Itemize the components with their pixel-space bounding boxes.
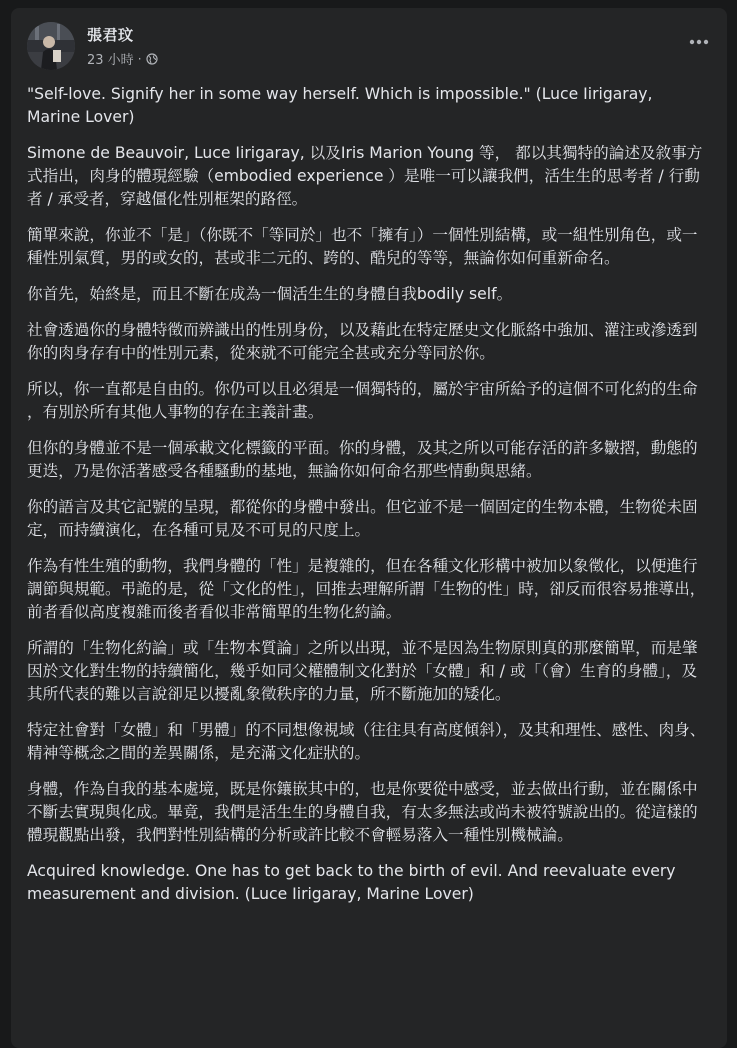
post-paragraph: 但你的身體並不是一個承載文化標籤的平面。你的身體，及其之所以可能存活的許多皺摺，動態的更迭，乃是你活著感受各種騷動的基地，無論你如何命名那些情動與思緒。 bbox=[27, 439, 698, 480]
post-paragraph: Acquired knowledge. One has to get back to the birth of evil. And reevaluate every measurement and division. (Luce Iirigaray, Marine Lover) bbox=[27, 862, 676, 903]
post-paragraph: 你的語言及其它記號的呈現，都從你的身體中發出。但它並不是一個固定的生物本體，生物從未固定，而持續演化，在各種可見及不可見的尺度上。 bbox=[27, 498, 698, 539]
post-paragraph: 身體，作為自我的基本處境，既是你鑲嵌其中的，也是你要從中感受，並去做出行動，並在關係中不斷去實現與化成。畢竟，我們是活生生的身體自我，有太多無法或尚未被符號說出的。從這樣的體現觀點出發，我們對性別結構的分析或許比較不會輕易落入一種性別機械論。 bbox=[27, 780, 698, 844]
post-paragraph: 所以，你一直都是自由的。你仍可以且必須是一個獨特的，屬於宇宙所給予的這個不可化約的生命，有別於所有其他人事物的存在主義計畫。 bbox=[27, 380, 698, 421]
author-name[interactable]: 張君玟 bbox=[87, 26, 134, 44]
globe-icon[interactable] bbox=[146, 53, 158, 65]
post-paragraph: 你首先，始終是，而且不斷在成為一個活生生的身體自我bodily self。 bbox=[27, 285, 513, 303]
meta-separator: · bbox=[137, 51, 142, 66]
author-avatar[interactable] bbox=[27, 22, 75, 70]
post-header bbox=[27, 22, 711, 72]
post-timestamp[interactable]: 23 小時 bbox=[87, 53, 134, 68]
post-paragraph: 社會透過你的身體特徵而辨識出的性別身份，以及藉此在特定歷史文化脈絡中強加、灌注或滲透到你的肉身存有中的性別元素，從來就不可能完全甚或充分等同於你。 bbox=[27, 321, 698, 362]
post-paragraph: 簡單來說，你並不「是」（你既不「等同於」也不「擁有」）一個性別結構，或一組性別角色，或一種性別氣質，男的或女的，甚或非二元的、跨的、酷兒的等等，無論你如何重新命名。 bbox=[27, 226, 698, 267]
more-options-button[interactable] bbox=[679, 22, 719, 62]
post-text bbox=[27, 83, 707, 919]
post-paragraph: 特定社會對「女體」和「男體」的不同想像視域（往往具有高度傾斜），及其和理性、感性、肉身、精神等概念之間的差異關係，是充滿文化症狀的。 bbox=[27, 721, 706, 762]
post-paragraph: "Self-love. Signify her in some way herself. Which is impossible." (Luce Iirigaray, Marine Lover) bbox=[27, 85, 653, 126]
more-horizontal-icon bbox=[689, 39, 709, 45]
post-meta bbox=[87, 49, 158, 68]
post-paragraph: 所謂的「生物化約論」或「生物本質論」之所以出現，並不是因為生物原則真的那麼簡單，而是肇因於文化對生物的持續簡化，幾乎如同父權體制文化對於「女體」和 / 或「（會）生育的身體」，及其所代表的難以言說卻足以擾亂象徵秩序的力量，所不斷施加的矮化。 bbox=[27, 639, 698, 703]
post-paragraph: Simone de Beauvoir, Luce Iirigaray, 以及Iris Marion Young 等， 都以其獨特的論述及敘事方式指出，肉身的體現經驗（embodied experience ）是唯一可以讓我們，活生生的思考者 / 行動者 / 承受者，穿越僵化性別框架的路徑。 bbox=[27, 144, 703, 208]
post-paragraph: 作為有性生殖的動物，我們身體的「性」是複雜的，但在各種文化形構中被加以象徵化，以便進行調節與規範。弔詭的是，從「文化的性」，回推去理解所謂「生物的性」時，卻反而很容易推導出，前者看似高度複雜而後者看似非常簡單的生物化約論。 bbox=[27, 557, 706, 621]
avatar-photo-icon bbox=[27, 22, 75, 70]
post-card bbox=[11, 8, 727, 1048]
